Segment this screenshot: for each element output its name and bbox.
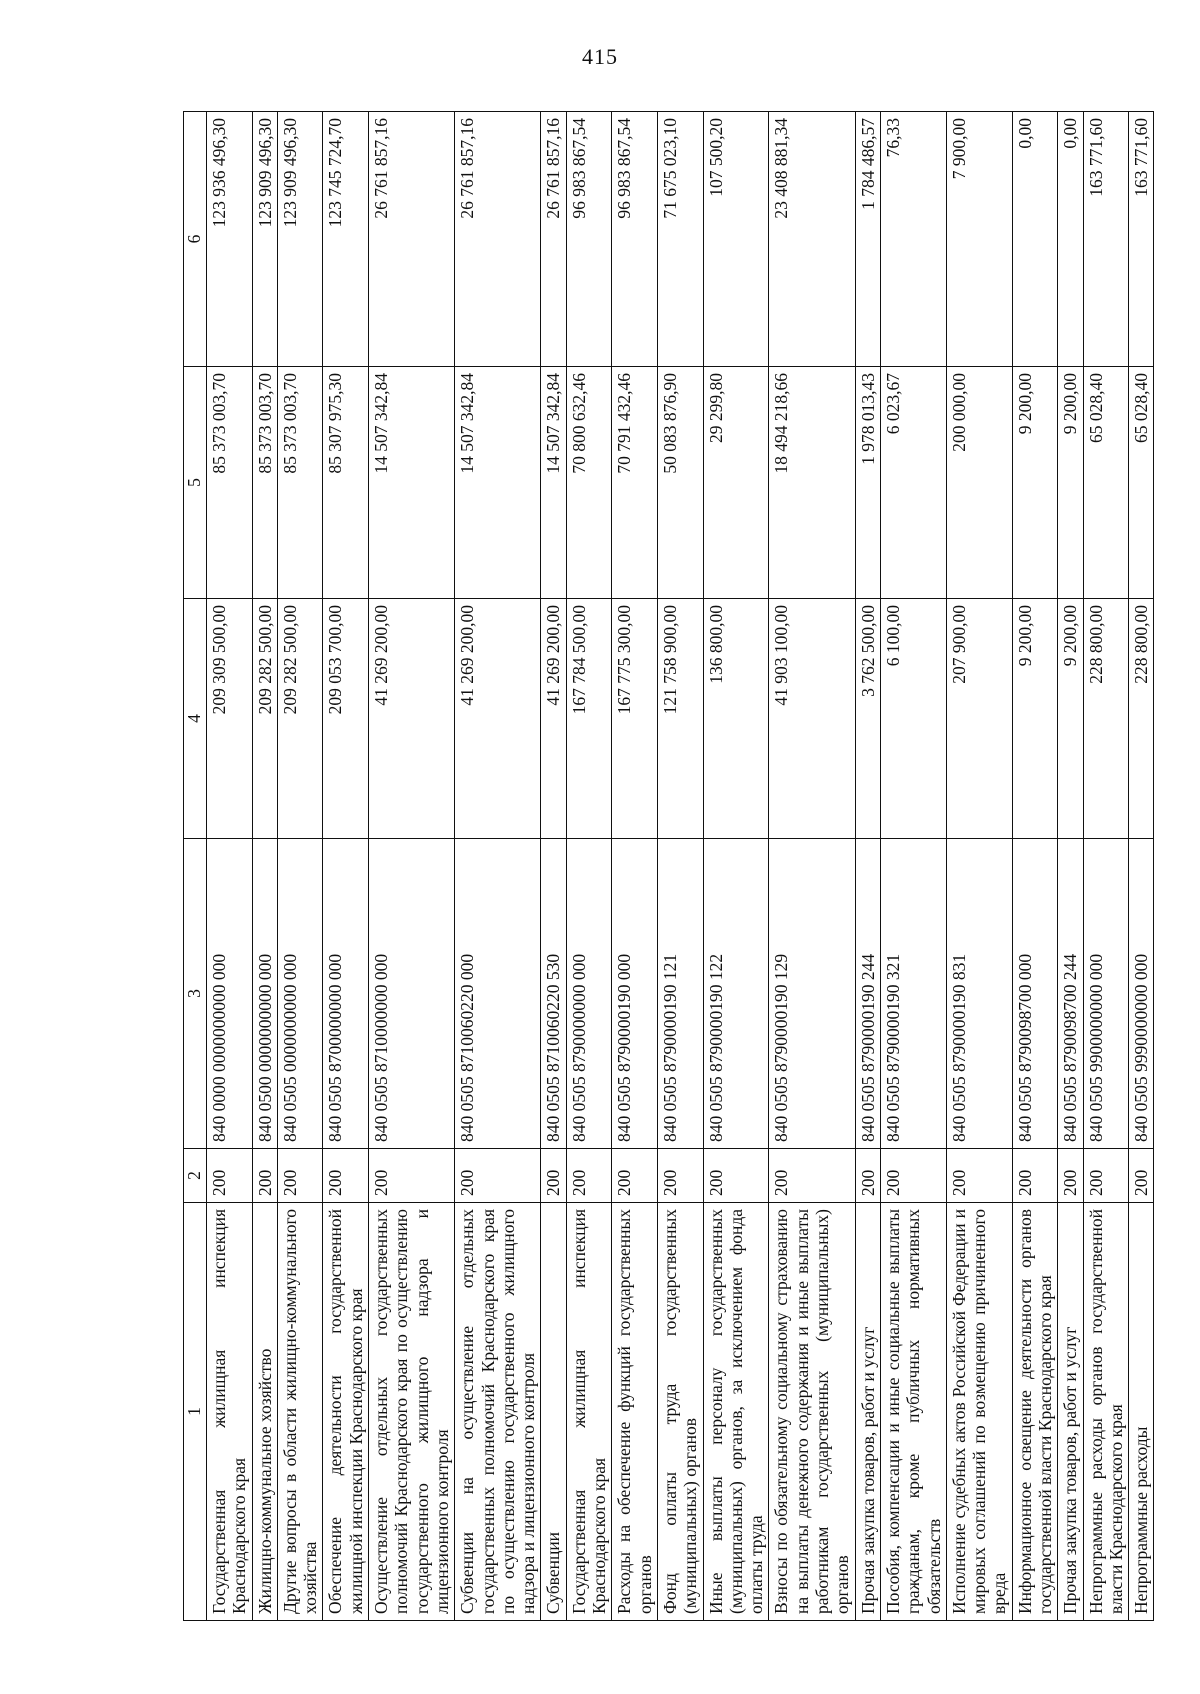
row-value-5-cell: 9 200,00 (1058, 367, 1083, 599)
row-value-4-cell: 3 762 500,00 (855, 599, 880, 839)
row-value-4-cell: 136 800,00 (703, 599, 769, 839)
row-name-cell: Другие вопросы в области жилищно-коммунального хозяйства (277, 1203, 323, 1621)
row-value-6-cell: 23 408 881,34 (769, 112, 855, 367)
row-name-cell: Непрограммные расходы (1129, 1203, 1154, 1621)
table-row (252, 112, 277, 1621)
row-group-cell: 200 (566, 1149, 612, 1203)
row-value-5-cell: 85 373 003,70 (207, 367, 253, 599)
row-group-cell: 200 (252, 1149, 277, 1203)
row-name-cell: Субвенции на осуществление отдельных государственных полномочий Краснодарского края по осуществлению государственного жилищного надзора и лицензионного контроля (455, 1203, 541, 1621)
row-value-5-cell: 70 791 432,46 (612, 367, 658, 599)
row-value-5-cell: 9 200,00 (1012, 367, 1058, 599)
row-group-cell: 200 (1058, 1149, 1083, 1203)
row-code-cell: 840 0505 0000000000 000 (277, 839, 323, 1149)
row-value-6-cell: 26 761 857,16 (369, 112, 455, 367)
row-group-cell: 200 (703, 1149, 769, 1203)
row-code-cell: 840 0500 0000000000 000 (252, 839, 277, 1149)
table-row (566, 112, 612, 1621)
row-value-5-cell: 29 299,80 (703, 367, 769, 599)
row-value-6-cell: 163 771,60 (1083, 112, 1129, 367)
row-group-cell: 200 (657, 1149, 703, 1203)
row-group-cell: 200 (855, 1149, 880, 1203)
table-row (946, 112, 1012, 1621)
row-value-5-cell: 200 000,00 (946, 367, 1012, 599)
row-value-4-cell: 209 282 500,00 (252, 599, 277, 839)
budget-table (183, 111, 1154, 1621)
row-code-cell: 840 0505 8790000190 244 (855, 839, 880, 1149)
row-value-6-cell: 123 936 496,30 (207, 112, 253, 367)
table-row (657, 112, 703, 1621)
header-col-5: 5 (184, 367, 207, 599)
row-group-cell: 200 (1129, 1149, 1154, 1203)
row-code-cell: 840 0505 8790000190 122 (703, 839, 769, 1149)
table-body (207, 112, 1154, 1621)
row-name-cell: Прочая закупка товаров, работ и услуг (855, 1203, 880, 1621)
header-col-6: 6 (184, 112, 207, 367)
row-value-6-cell: 26 761 857,16 (455, 112, 541, 367)
row-code-cell: 840 0505 8790000190 321 (880, 839, 946, 1149)
table-row (1129, 112, 1154, 1621)
table-row (1058, 112, 1083, 1621)
row-name-cell: Обеспечение деятельности государственной жилищной инспекции Краснодарского края (323, 1203, 369, 1621)
table-row (323, 112, 369, 1621)
table-row (541, 112, 566, 1621)
row-value-5-cell: 14 507 342,84 (541, 367, 566, 599)
rotated-table-frame (183, 112, 1152, 1621)
table-row (1012, 112, 1058, 1621)
row-name-cell: Фонд оплаты труда государственных (муниципальных) органов (657, 1203, 703, 1621)
row-name-cell: Прочая закупка товаров, работ и услуг (1058, 1203, 1083, 1621)
row-code-cell: 840 0505 8790098700 000 (1012, 839, 1058, 1149)
row-value-4-cell: 9 200,00 (1012, 599, 1058, 839)
row-name-cell: Непрограммные расходы органов государственной власти Краснодарского края (1083, 1203, 1129, 1621)
row-code-cell: 840 0000 0000000000 000 (207, 839, 253, 1149)
row-group-cell: 200 (455, 1149, 541, 1203)
row-code-cell: 840 0505 8790000190 831 (946, 839, 1012, 1149)
row-name-cell: Пособия, компенсации и иные социальные выплаты гражданам, кроме публичных нормативных обязательств (880, 1203, 946, 1621)
row-code-cell: 840 0505 8790098700 244 (1058, 839, 1083, 1149)
row-value-6-cell: 7 900,00 (946, 112, 1012, 367)
row-value-4-cell: 207 900,00 (946, 599, 1012, 839)
row-value-5-cell: 85 373 003,70 (252, 367, 277, 599)
row-value-4-cell: 209 053 700,00 (323, 599, 369, 839)
table-row (612, 112, 658, 1621)
row-value-6-cell: 123 909 496,30 (277, 112, 323, 367)
row-value-4-cell: 41 903 100,00 (769, 599, 855, 839)
header-col-2: 2 (184, 1149, 207, 1203)
row-group-cell: 200 (946, 1149, 1012, 1203)
row-value-6-cell: 71 675 023,10 (657, 112, 703, 367)
page-number: 415 (582, 44, 618, 69)
row-group-cell: 200 (323, 1149, 369, 1203)
row-name-cell: Государственная жилищная инспекция Краснодарского края (566, 1203, 612, 1621)
row-name-cell: Иные выплаты персоналу государственных (муниципальных) органов, за исключением фонда оплаты труда (703, 1203, 769, 1621)
row-value-4-cell: 228 800,00 (1083, 599, 1129, 839)
row-code-cell: 840 0505 8790000000 000 (566, 839, 612, 1149)
header-row (184, 112, 207, 1621)
row-code-cell: 840 0505 9990000000 000 (1129, 839, 1154, 1149)
row-value-6-cell: 96 983 867,54 (566, 112, 612, 367)
table-row (880, 112, 946, 1621)
row-name-cell: Информационное освещение деятельности органов государственной власти Краснодарского края (1012, 1203, 1058, 1621)
table-row (369, 112, 455, 1621)
row-name-cell: Государственная жилищная инспекция Краснодарского края (207, 1203, 253, 1621)
row-value-4-cell: 41 269 200,00 (369, 599, 455, 839)
row-value-5-cell: 50 083 876,90 (657, 367, 703, 599)
row-code-cell: 840 0505 8710060220 000 (455, 839, 541, 1149)
row-value-4-cell: 9 200,00 (1058, 599, 1083, 839)
row-value-4-cell: 6 100,00 (880, 599, 946, 839)
row-value-6-cell: 123 909 496,30 (252, 112, 277, 367)
row-code-cell: 840 0505 8700000000 000 (323, 839, 369, 1149)
table-row (455, 112, 541, 1621)
row-value-4-cell: 209 282 500,00 (277, 599, 323, 839)
row-value-4-cell: 41 269 200,00 (455, 599, 541, 839)
row-code-cell: 840 0505 9900000000 000 (1083, 839, 1129, 1149)
row-value-4-cell: 41 269 200,00 (541, 599, 566, 839)
row-value-6-cell: 0,00 (1058, 112, 1083, 367)
header-col-1: 1 (184, 1203, 207, 1621)
row-value-6-cell: 26 761 857,16 (541, 112, 566, 367)
row-value-5-cell: 6 023,67 (880, 367, 946, 599)
table-row (855, 112, 880, 1621)
row-group-cell: 200 (1012, 1149, 1058, 1203)
row-group-cell: 200 (769, 1149, 855, 1203)
row-group-cell: 200 (541, 1149, 566, 1203)
table-container (183, 112, 1152, 1621)
row-value-5-cell: 1 978 013,43 (855, 367, 880, 599)
row-value-6-cell: 0,00 (1012, 112, 1058, 367)
row-name-cell: Исполнение судебных актов Российской Федерации и мировых соглашений по возмещению причиненного вреда (946, 1203, 1012, 1621)
table-row (207, 112, 253, 1621)
row-value-6-cell: 96 983 867,54 (612, 112, 658, 367)
row-name-cell: Субвенции (541, 1203, 566, 1621)
table-row (769, 112, 855, 1621)
row-code-cell: 840 0505 8790000190 000 (612, 839, 658, 1149)
row-code-cell: 840 0505 8790000190 129 (769, 839, 855, 1149)
row-value-5-cell: 65 028,40 (1083, 367, 1129, 599)
row-value-5-cell: 18 494 218,66 (769, 367, 855, 599)
row-value-4-cell: 167 784 500,00 (566, 599, 612, 839)
row-value-5-cell: 14 507 342,84 (455, 367, 541, 599)
row-name-cell: Жилищно-коммунальное хозяйство (252, 1203, 277, 1621)
row-value-5-cell: 65 028,40 (1129, 367, 1154, 599)
header-col-4: 4 (184, 599, 207, 839)
row-name-cell: Осуществление отдельных государственных полномочий Краснодарского края по осуществлению государственного жилищного надзора и лицензионного контроля (369, 1203, 455, 1621)
row-group-cell: 200 (369, 1149, 455, 1203)
row-code-cell: 840 0505 8790000190 121 (657, 839, 703, 1149)
row-group-cell: 200 (612, 1149, 658, 1203)
row-group-cell: 200 (277, 1149, 323, 1203)
row-value-6-cell: 1 784 486,57 (855, 112, 880, 367)
row-value-5-cell: 70 800 632,46 (566, 367, 612, 599)
table-row (703, 112, 769, 1621)
header-col-3: 3 (184, 839, 207, 1149)
table-row (1083, 112, 1129, 1621)
row-value-4-cell: 209 309 500,00 (207, 599, 253, 839)
row-value-4-cell: 167 775 300,00 (612, 599, 658, 839)
row-name-cell: Взносы по обязательному социальному страхованию на выплаты денежного содержания и иные выплаты работникам государственных (муниципальных) органов (769, 1203, 855, 1621)
row-value-6-cell: 163 771,60 (1129, 112, 1154, 367)
row-code-cell: 840 0505 8710000000 000 (369, 839, 455, 1149)
row-value-4-cell: 121 758 900,00 (657, 599, 703, 839)
row-value-5-cell: 85 373 003,70 (277, 367, 323, 599)
row-value-6-cell: 107 500,20 (703, 112, 769, 367)
row-value-6-cell: 76,33 (880, 112, 946, 367)
row-value-4-cell: 228 800,00 (1129, 599, 1154, 839)
row-code-cell: 840 0505 8710060220 530 (541, 839, 566, 1149)
row-name-cell: Расходы на обеспечение функций государственных органов (612, 1203, 658, 1621)
row-group-cell: 200 (1083, 1149, 1129, 1203)
table-row (277, 112, 323, 1621)
row-value-6-cell: 123 745 724,70 (323, 112, 369, 367)
row-value-5-cell: 14 507 342,84 (369, 367, 455, 599)
row-group-cell: 200 (207, 1149, 253, 1203)
row-group-cell: 200 (880, 1149, 946, 1203)
row-value-5-cell: 85 307 975,30 (323, 367, 369, 599)
